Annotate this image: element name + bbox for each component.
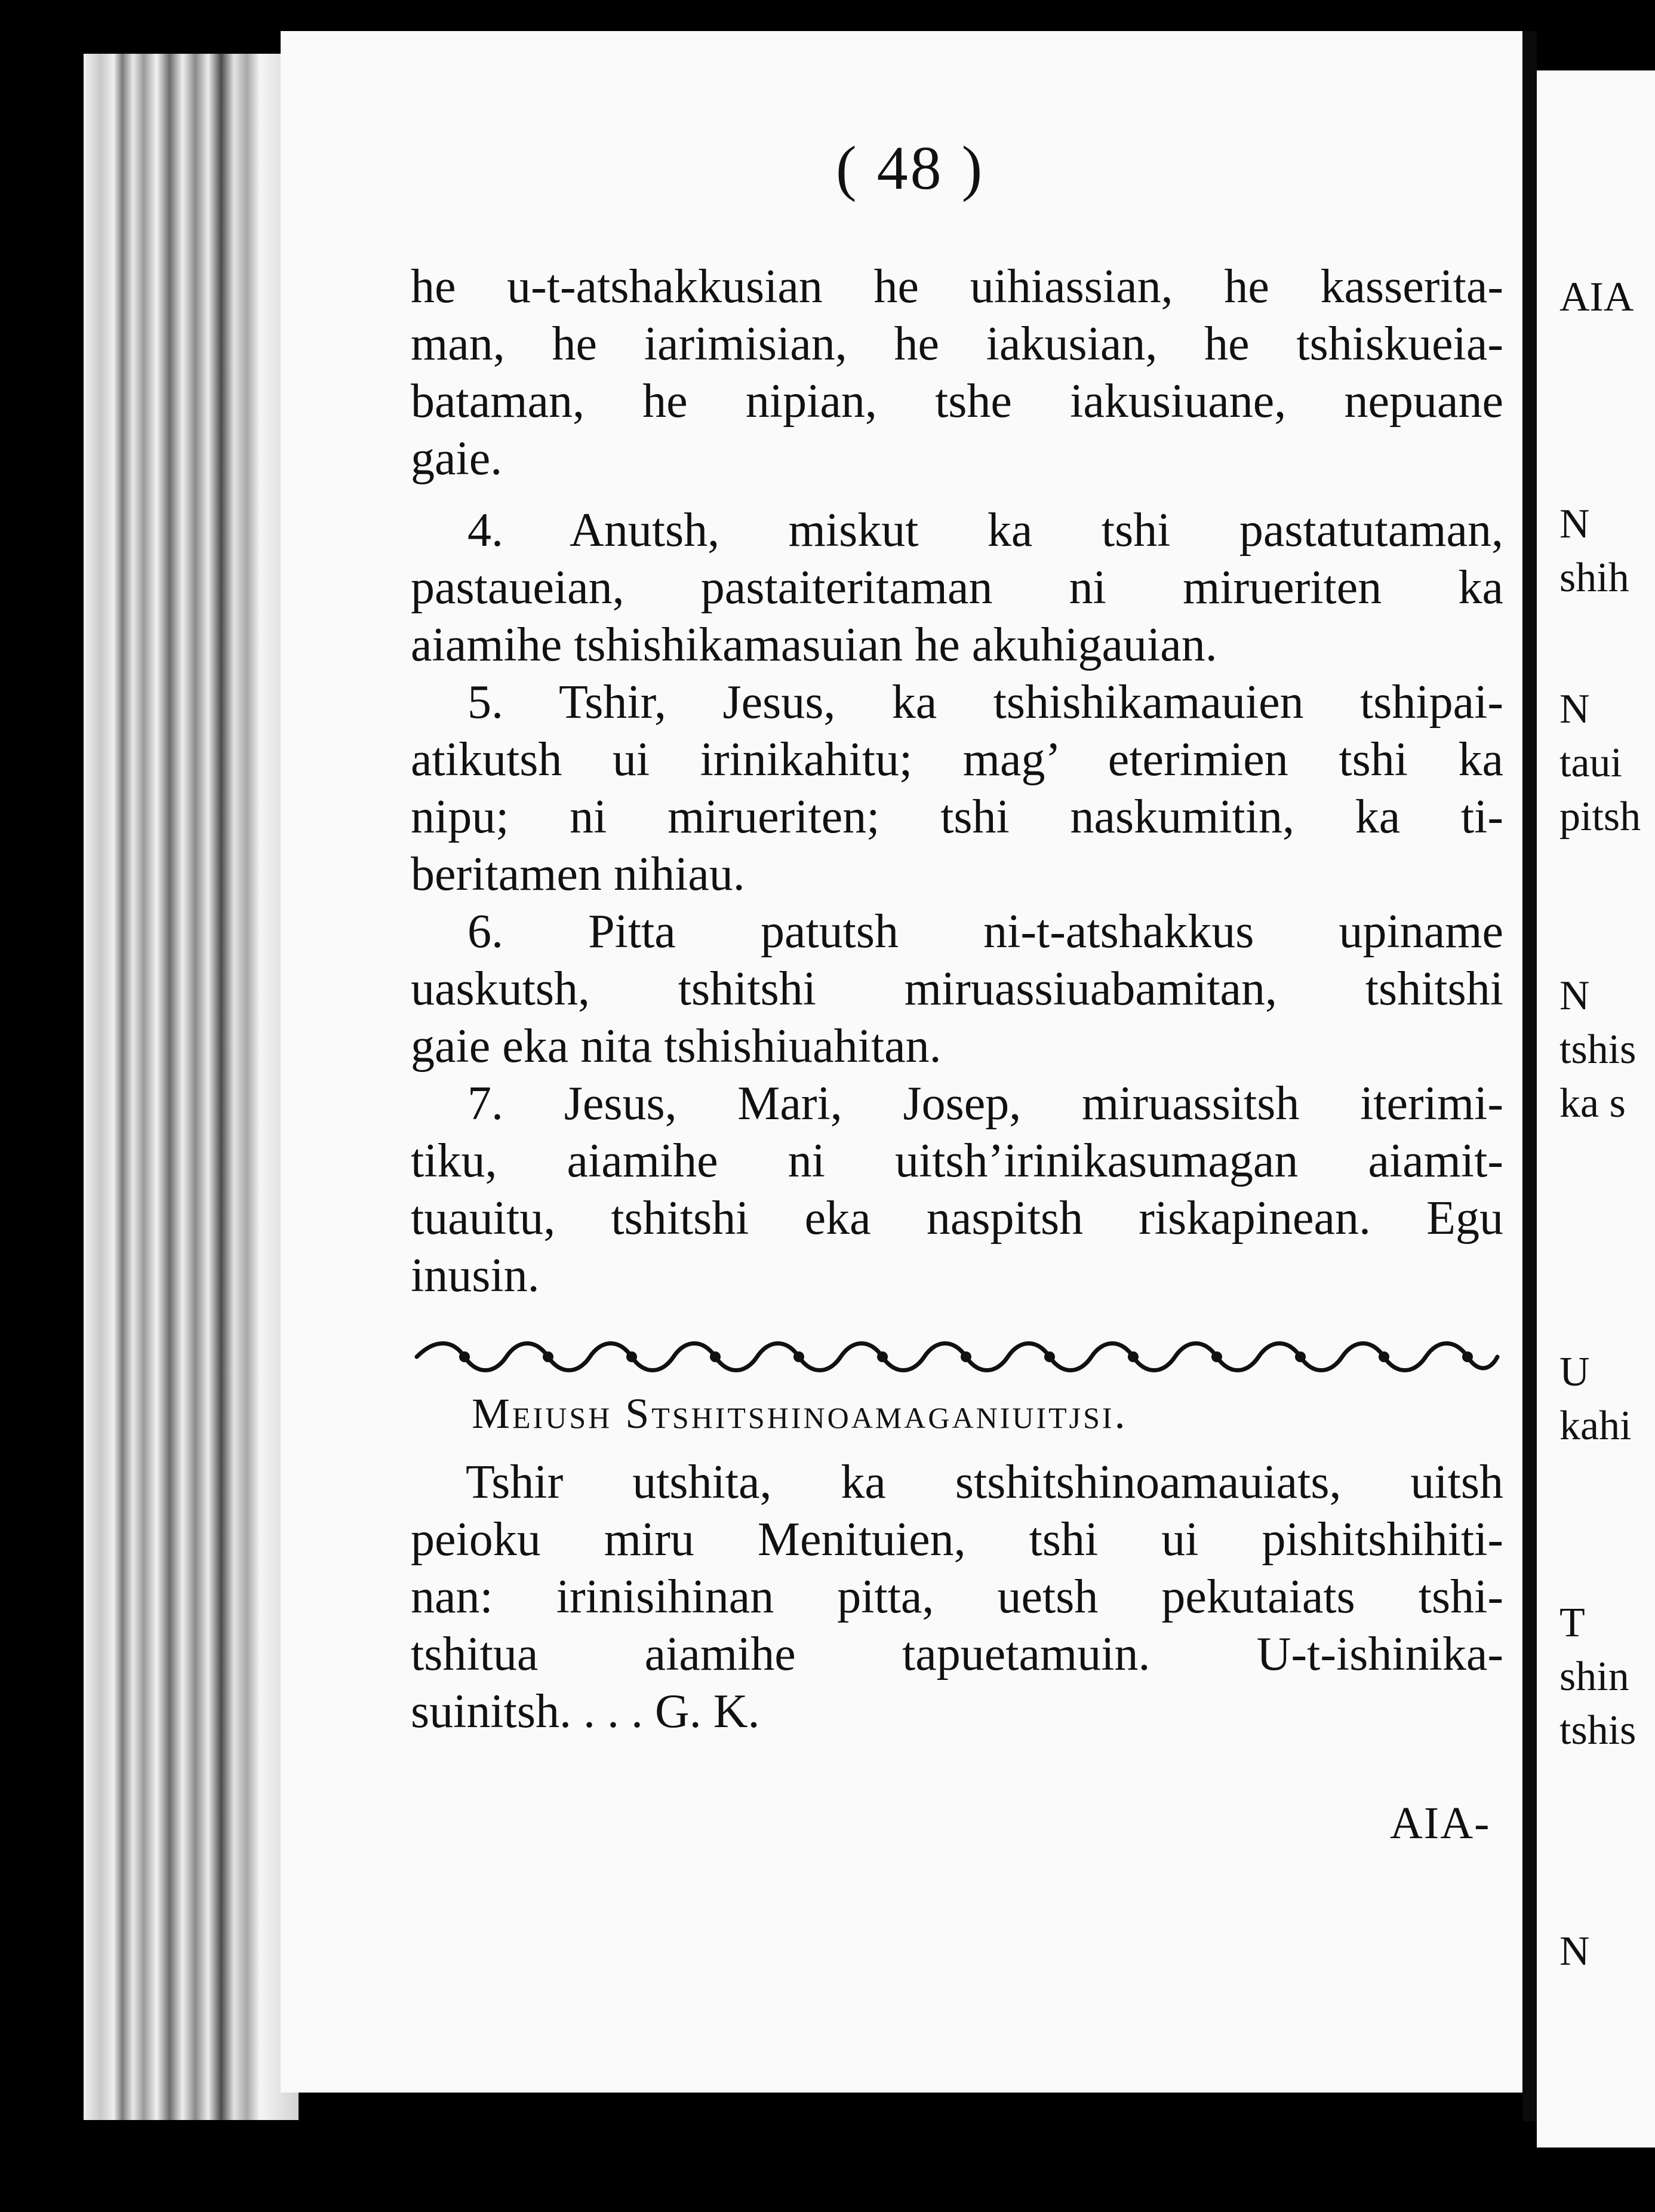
text-line: pastaueian, pastaiteritaman ni mirueriten ka [411,561,1503,614]
text-line: man, he iarimisian, he iakusian, he tshiskueia- [411,318,1503,370]
text-line: tiku, aiamihe ni uitsh’irinikasumagan aiamit- [411,1135,1503,1187]
facing-line: N [1559,686,1590,732]
text-line: nan: irinisihinan pitta, uetsh pekutaiats tshi- [411,1571,1503,1623]
facing-line: AIA [1559,274,1634,320]
text-line: gaie eka nita tshishiuahitan. [411,1020,942,1073]
facing-line: shih [1559,555,1629,601]
text-line: Tshir utshita, ka stshitshinoamauiats, uitsh [466,1456,1503,1509]
facing-line: pitsh [1559,794,1641,840]
text-line: he u-t-atshakkusian he uihiassian, he kasserita- [411,260,1503,313]
facing-line: kahi [1559,1403,1632,1449]
text-line: tuauitu, tshitshi eka naspitsh riskapinean. Egu [411,1192,1503,1245]
text-line: 4. Anutsh, miskut ka tshi pastatutaman, [467,504,1503,557]
facing-line: tshis [1559,1027,1636,1073]
book-gutter [1522,31,1537,2121]
facing-line: U [1559,1349,1590,1395]
catchword: AIA- [1390,1798,1491,1848]
facing-line: N [1559,1928,1590,1974]
text-line: aiamihe tshishikamasuian he akuhigauian. [411,619,1217,671]
text-line: 5. Tshir, Jesus, ka tshishikamauien tshipai- [467,676,1503,729]
text-line: peioku miru Menituien, tshi ui pishitshihiti- [411,1513,1503,1566]
facing-line: N [1559,973,1590,1019]
facing-line: ka s [1559,1080,1626,1126]
facing-line: T [1559,1600,1585,1646]
facing-line: shin [1559,1654,1629,1700]
text-line: atikutsh ui irinikahitu; mag’ eterimien tshi ka [411,733,1503,786]
facing-line: taui [1559,740,1622,786]
text-line: tshitua aiamihe tapuetamuin. U-t-ishinika- [411,1628,1503,1680]
page-edges [84,54,299,2120]
text-line: inusin. [411,1249,540,1302]
text-line: nipu; ni mirueriten; tshi naskumitin, ka ti- [411,791,1503,843]
facing-page-fragment [1537,70,1655,2161]
page-number: ( 48 ) [836,134,985,202]
text-line: gaie. [411,432,503,485]
text-line: beritamen nihiau. [411,848,745,901]
text-line: 6. Pitta patutsh ni-t-atshakkus upiname [467,905,1503,958]
facing-line: N [1559,501,1590,547]
facing-line: tshis [1559,1707,1636,1753]
ornamental-divider [411,1333,1503,1381]
text-line: suinitsh. . . . G. K. [411,1685,760,1738]
text-line: 7. Jesus, Mari, Josep, miruassitsh iterimi- [467,1077,1503,1130]
text-line: bataman, he nipian, tshe iakusiuane, nepuane [411,375,1503,428]
text-line: uaskutsh, tshitshi miruassiuabamitan, tshitshi [411,963,1503,1015]
section-title: Meiush Stshitshinoamaganiuitjsi. [472,1390,1128,1437]
scan-border [0,2148,1655,2212]
